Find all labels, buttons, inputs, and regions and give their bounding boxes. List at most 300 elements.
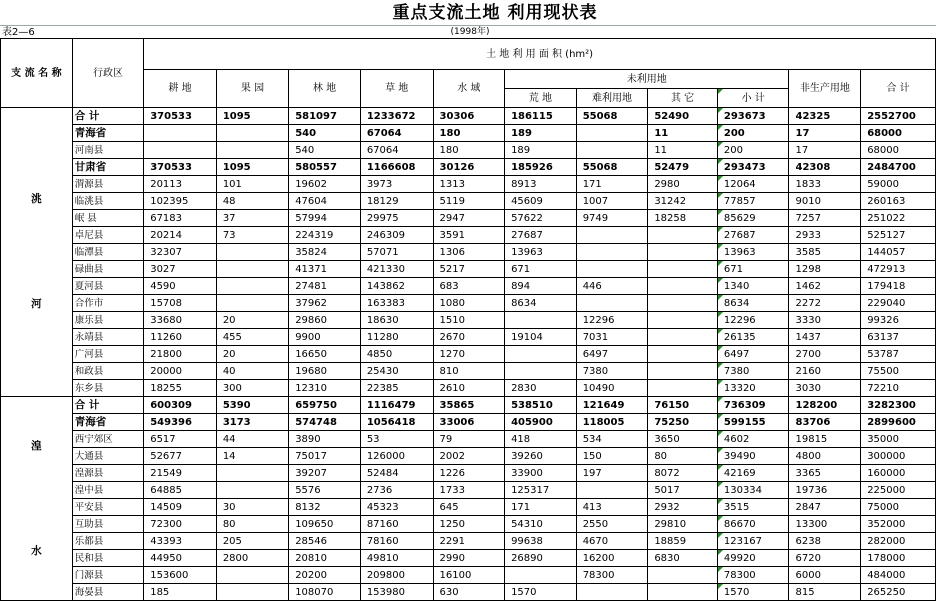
value-cell: 13300 [789, 516, 861, 533]
value-cell: 1462 [789, 278, 861, 295]
value-cell: 53787 [861, 346, 936, 363]
district-cell: 夏河县 [72, 278, 144, 295]
value-cell: 2899600 [861, 414, 936, 431]
value-cell: 52484 [360, 465, 433, 482]
value-cell: 8634 [505, 295, 577, 312]
value-cell: 1226 [433, 465, 505, 482]
value-cell: 7380 [576, 363, 648, 380]
value-cell: 55068 [576, 159, 648, 176]
value-cell: 160000 [861, 465, 936, 482]
value-cell: 72300 [144, 516, 217, 533]
value-cell: 2736 [360, 482, 433, 499]
value-cell: 300000 [861, 448, 936, 465]
value-cell: 5119 [433, 193, 505, 210]
value-cell [505, 363, 577, 380]
value-cell: 171 [576, 176, 648, 193]
value-cell [216, 278, 288, 295]
value-cell: 12310 [289, 380, 361, 397]
value-cell: 31242 [648, 193, 718, 210]
value-cell: 185 [144, 584, 217, 601]
value-cell: 78300 [717, 567, 789, 584]
value-cell: 33006 [433, 414, 505, 431]
value-cell: 40 [216, 363, 288, 380]
value-cell: 405900 [505, 414, 577, 431]
value-cell: 538510 [505, 397, 577, 414]
value-cell [216, 125, 288, 142]
value-cell: 421330 [360, 261, 433, 278]
table-row [1, 482, 936, 499]
value-cell: 80 [216, 516, 288, 533]
value-cell: 3515 [717, 499, 789, 516]
value-cell: 35824 [289, 244, 361, 261]
value-cell: 21800 [144, 346, 217, 363]
value-cell: 630 [433, 584, 505, 601]
value-cell: 180 [433, 125, 505, 142]
value-cell: 1233672 [360, 108, 433, 125]
value-cell: 18859 [648, 533, 718, 550]
value-cell: 20113 [144, 176, 217, 193]
value-cell: 455 [216, 329, 288, 346]
value-cell: 42308 [789, 159, 861, 176]
value-cell: 209800 [360, 567, 433, 584]
value-cell: 9010 [789, 193, 861, 210]
value-cell: 52490 [648, 108, 718, 125]
value-cell: 43393 [144, 533, 217, 550]
district-cell: 广河县 [72, 346, 144, 363]
value-cell: 225000 [861, 482, 936, 499]
district-cell: 民和县 [72, 550, 144, 567]
value-cell: 42325 [789, 108, 861, 125]
district-cell: 湟中县 [72, 482, 144, 499]
value-cell [216, 584, 288, 601]
value-cell: 5390 [216, 397, 288, 414]
value-cell: 130334 [717, 482, 789, 499]
tributary-name-char: 河 [31, 298, 42, 310]
value-cell: 251022 [861, 210, 936, 227]
value-cell: 2002 [433, 448, 505, 465]
value-cell: 118005 [576, 414, 648, 431]
district-cell: 岷 县 [72, 210, 144, 227]
header-district: 行政区 [72, 39, 144, 108]
table-row [1, 363, 936, 380]
value-cell: 2830 [505, 380, 577, 397]
value-cell: 85629 [717, 210, 789, 227]
value-cell: 35000 [861, 431, 936, 448]
tributary-name-cell [1, 397, 73, 601]
value-cell: 19602 [289, 176, 361, 193]
value-cell: 78300 [576, 567, 648, 584]
value-cell: 20000 [144, 363, 217, 380]
value-cell: 125317 [505, 482, 577, 499]
value-cell [648, 380, 718, 397]
value-cell: 6497 [717, 346, 789, 363]
value-cell: 8072 [648, 465, 718, 482]
header-col-9: 非生产用地 [789, 70, 861, 108]
value-cell: 27481 [289, 278, 361, 295]
value-cell: 1437 [789, 329, 861, 346]
table-row [1, 584, 936, 601]
value-cell: 29810 [648, 516, 718, 533]
value-cell: 163383 [360, 295, 433, 312]
value-cell: 7031 [576, 329, 648, 346]
value-cell [648, 261, 718, 278]
value-cell: 13320 [717, 380, 789, 397]
value-cell: 11280 [360, 329, 433, 346]
value-cell [648, 363, 718, 380]
value-cell: 2610 [433, 380, 505, 397]
value-cell: 2933 [789, 227, 861, 244]
district-cell: 平安县 [72, 499, 144, 516]
tributary-name-char: 湟 [31, 439, 42, 452]
table-row [1, 380, 936, 397]
district-cell: 和政县 [72, 363, 144, 380]
header-col-8: 小 计 [717, 89, 789, 108]
value-cell: 484000 [861, 567, 936, 584]
value-cell: 171 [505, 499, 577, 516]
value-cell: 2800 [216, 550, 288, 567]
value-cell: 3591 [433, 227, 505, 244]
value-cell: 57994 [289, 210, 361, 227]
value-cell: 13963 [505, 244, 577, 261]
value-cell: 5017 [648, 482, 718, 499]
value-cell: 2847 [789, 499, 861, 516]
table-row [1, 431, 936, 448]
value-cell: 153980 [360, 584, 433, 601]
value-cell: 1095 [216, 108, 288, 125]
value-cell [648, 278, 718, 295]
district-cell: 湟源县 [72, 465, 144, 482]
value-cell: 189 [505, 142, 577, 159]
value-cell: 72210 [861, 380, 936, 397]
value-cell: 42169 [717, 465, 789, 482]
value-cell: 39207 [289, 465, 361, 482]
header-unused-group: 未利用地 [505, 70, 789, 89]
value-cell: 2291 [433, 533, 505, 550]
value-cell [216, 142, 288, 159]
value-cell: 671 [505, 261, 577, 278]
value-cell: 8634 [717, 295, 789, 312]
header-col-6: 难利用地 [576, 89, 648, 108]
table-row [1, 227, 936, 244]
header-col-2: 林 地 [289, 70, 361, 108]
value-cell: 49810 [360, 550, 433, 567]
value-cell: 3585 [789, 244, 861, 261]
value-cell: 3282300 [861, 397, 936, 414]
value-cell: 1056418 [360, 414, 433, 431]
table-title: 重点支流土地 利用现状表 [392, 3, 598, 23]
value-cell: 109650 [289, 516, 361, 533]
table-row [1, 278, 936, 295]
value-cell: 79 [433, 431, 505, 448]
value-cell: 4850 [360, 346, 433, 363]
table-row [1, 176, 936, 193]
value-cell: 370533 [144, 159, 217, 176]
value-cell [648, 329, 718, 346]
table-row [1, 108, 936, 125]
year-label: (1998年) [450, 27, 490, 37]
value-cell: 810 [433, 363, 505, 380]
value-cell: 229040 [861, 295, 936, 312]
table-row [1, 125, 936, 142]
table-row [1, 193, 936, 210]
district-cell: 甘肃省 [72, 159, 144, 176]
value-cell: 534 [576, 431, 648, 448]
value-cell: 370533 [144, 108, 217, 125]
table-row [1, 329, 936, 346]
tributary-name-char: 水 [31, 544, 42, 557]
value-cell: 4800 [789, 448, 861, 465]
value-cell: 2550 [576, 516, 648, 533]
value-cell [216, 244, 288, 261]
table-row [1, 448, 936, 465]
value-cell [576, 295, 648, 312]
value-cell: 49920 [717, 550, 789, 567]
district-cell: 青海省 [72, 414, 144, 431]
value-cell: 6830 [648, 550, 718, 567]
value-cell: 265250 [861, 584, 936, 601]
value-cell: 815 [789, 584, 861, 601]
header-area-group: 土 地 利 用 面 积 (hm²) [144, 39, 936, 70]
value-cell [576, 584, 648, 601]
value-cell: 5217 [433, 261, 505, 278]
value-cell: 28546 [289, 533, 361, 550]
table-row [1, 516, 936, 533]
value-cell: 33680 [144, 312, 217, 329]
value-cell: 12064 [717, 176, 789, 193]
table-row [1, 346, 936, 363]
value-cell: 33900 [505, 465, 577, 482]
value-cell: 18630 [360, 312, 433, 329]
value-cell: 1007 [576, 193, 648, 210]
value-cell: 20 [216, 346, 288, 363]
value-cell: 86670 [717, 516, 789, 533]
value-cell: 47604 [289, 193, 361, 210]
table-row [1, 499, 936, 516]
value-cell: 18255 [144, 380, 217, 397]
value-cell: 16100 [433, 567, 505, 584]
value-cell: 282000 [861, 533, 936, 550]
value-cell: 45323 [360, 499, 433, 516]
value-cell: 246309 [360, 227, 433, 244]
value-cell: 6720 [789, 550, 861, 567]
value-cell: 3973 [360, 176, 433, 193]
value-cell: 3030 [789, 380, 861, 397]
district-cell: 门源县 [72, 567, 144, 584]
value-cell: 25430 [360, 363, 433, 380]
value-cell: 1313 [433, 176, 505, 193]
value-cell: 180 [433, 142, 505, 159]
value-cell: 121649 [576, 397, 648, 414]
value-cell: 1250 [433, 516, 505, 533]
value-cell: 83706 [789, 414, 861, 431]
value-cell: 52479 [648, 159, 718, 176]
value-cell: 75500 [861, 363, 936, 380]
header-col-3: 草 地 [360, 70, 433, 108]
value-cell: 1080 [433, 295, 505, 312]
value-cell: 19815 [789, 431, 861, 448]
value-cell: 9900 [289, 329, 361, 346]
value-cell: 205 [216, 533, 288, 550]
value-cell: 1570 [505, 584, 577, 601]
value-cell [576, 482, 648, 499]
value-cell: 19736 [789, 482, 861, 499]
table-id: 表2—6 [2, 27, 35, 38]
value-cell: 1166608 [360, 159, 433, 176]
value-cell: 37962 [289, 295, 361, 312]
value-cell: 108070 [289, 584, 361, 601]
district-cell: 康乐县 [72, 312, 144, 329]
value-cell: 11260 [144, 329, 217, 346]
district-cell: 乐都县 [72, 533, 144, 550]
value-cell: 574748 [289, 414, 361, 431]
value-cell: 20214 [144, 227, 217, 244]
value-cell: 645 [433, 499, 505, 516]
value-cell: 189 [505, 125, 577, 142]
value-cell: 540 [289, 125, 361, 142]
value-cell: 1298 [789, 261, 861, 278]
value-cell: 57071 [360, 244, 433, 261]
value-cell: 4590 [144, 278, 217, 295]
value-cell [216, 261, 288, 278]
value-cell: 26890 [505, 550, 577, 567]
district-cell: 临洮县 [72, 193, 144, 210]
table-row [1, 465, 936, 482]
value-cell: 3027 [144, 261, 217, 278]
value-cell: 894 [505, 278, 577, 295]
table-row [1, 159, 936, 176]
value-cell [576, 125, 648, 142]
land-use-table [0, 38, 936, 601]
table-row [1, 397, 936, 414]
value-cell: 293673 [717, 108, 789, 125]
header-col-0: 耕 地 [144, 70, 217, 108]
value-cell: 2932 [648, 499, 718, 516]
value-cell: 1733 [433, 482, 505, 499]
value-cell: 14509 [144, 499, 217, 516]
value-cell: 30126 [433, 159, 505, 176]
value-cell [576, 227, 648, 244]
value-cell: 2947 [433, 210, 505, 227]
value-cell: 22385 [360, 380, 433, 397]
value-cell [576, 142, 648, 159]
value-cell: 21549 [144, 465, 217, 482]
value-cell: 16650 [289, 346, 361, 363]
value-cell: 1340 [717, 278, 789, 295]
district-cell: 青海省 [72, 125, 144, 142]
value-cell: 6000 [789, 567, 861, 584]
value-cell: 580557 [289, 159, 361, 176]
value-cell: 581097 [289, 108, 361, 125]
table-row [1, 244, 936, 261]
value-cell: 6238 [789, 533, 861, 550]
value-cell: 67064 [360, 142, 433, 159]
value-cell: 7380 [717, 363, 789, 380]
value-cell: 99638 [505, 533, 577, 550]
value-cell: 8913 [505, 176, 577, 193]
value-cell: 11 [648, 125, 718, 142]
header-col-1: 果 园 [216, 70, 288, 108]
value-cell: 75250 [648, 414, 718, 431]
table-row [1, 210, 936, 227]
value-cell: 29975 [360, 210, 433, 227]
value-cell: 32307 [144, 244, 217, 261]
value-cell: 59000 [861, 176, 936, 193]
value-cell: 352000 [861, 516, 936, 533]
value-cell: 683 [433, 278, 505, 295]
value-cell: 9749 [576, 210, 648, 227]
header-col-4: 水 域 [433, 70, 505, 108]
district-cell: 大通县 [72, 448, 144, 465]
value-cell: 3890 [289, 431, 361, 448]
district-cell: 合作市 [72, 295, 144, 312]
value-cell: 418 [505, 431, 577, 448]
value-cell: 73 [216, 227, 288, 244]
value-cell: 53 [360, 431, 433, 448]
district-cell: 海晏县 [72, 584, 144, 601]
value-cell: 52677 [144, 448, 217, 465]
value-cell: 12296 [717, 312, 789, 329]
value-cell: 6497 [576, 346, 648, 363]
value-cell [648, 244, 718, 261]
table-row [1, 261, 936, 278]
value-cell [648, 584, 718, 601]
district-cell: 永靖县 [72, 329, 144, 346]
value-cell: 2700 [789, 346, 861, 363]
table-row [1, 533, 936, 550]
value-cell: 17 [789, 142, 861, 159]
value-cell: 75017 [289, 448, 361, 465]
value-cell: 2990 [433, 550, 505, 567]
district-cell: 互助县 [72, 516, 144, 533]
value-cell: 2552700 [861, 108, 936, 125]
value-cell: 3330 [789, 312, 861, 329]
header-tributary: 支 流 名 称 [1, 39, 73, 108]
value-cell: 20 [216, 312, 288, 329]
value-cell: 2670 [433, 329, 505, 346]
district-cell: 东乡县 [72, 380, 144, 397]
value-cell: 75000 [861, 499, 936, 516]
district-cell: 合 计 [72, 397, 144, 414]
value-cell: 37 [216, 210, 288, 227]
value-cell: 6517 [144, 431, 217, 448]
value-cell: 54310 [505, 516, 577, 533]
value-cell: 13963 [717, 244, 789, 261]
table-row [1, 142, 936, 159]
value-cell [648, 227, 718, 244]
header-col-10: 合 计 [861, 70, 936, 108]
value-cell: 10490 [576, 380, 648, 397]
value-cell: 600309 [144, 397, 217, 414]
district-cell: 渭源县 [72, 176, 144, 193]
value-cell: 35865 [433, 397, 505, 414]
value-cell: 99326 [861, 312, 936, 329]
value-cell: 4602 [717, 431, 789, 448]
value-cell: 4670 [576, 533, 648, 550]
value-cell: 18258 [648, 210, 718, 227]
table-row [1, 567, 936, 584]
district-cell: 临潭县 [72, 244, 144, 261]
value-cell: 17 [789, 125, 861, 142]
table-row [1, 295, 936, 312]
table-row [1, 414, 936, 431]
value-cell [144, 125, 217, 142]
value-cell: 48 [216, 193, 288, 210]
value-cell: 300 [216, 380, 288, 397]
value-cell: 1833 [789, 176, 861, 193]
value-cell: 736309 [717, 397, 789, 414]
tributary-name-cell [1, 108, 73, 397]
value-cell: 39490 [717, 448, 789, 465]
